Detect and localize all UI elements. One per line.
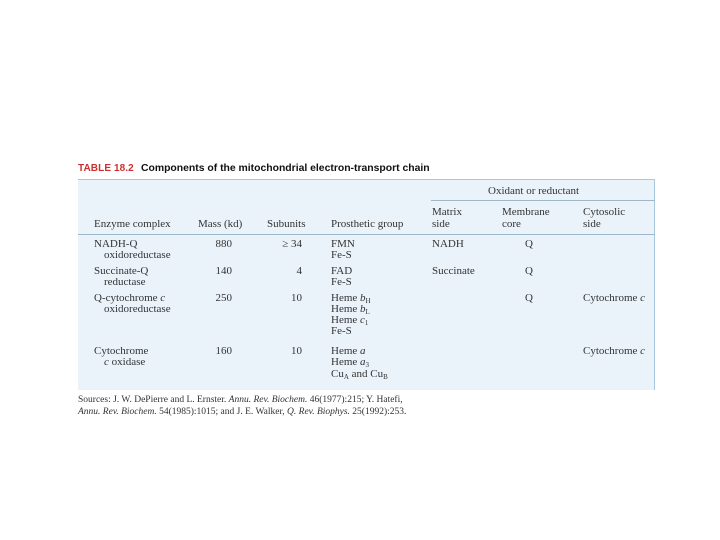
row2-matrix: Succinate [432, 265, 475, 277]
col-header-membrane-1: Membrane [502, 206, 550, 218]
row3-mass: 250 [215, 292, 232, 304]
table-label: TABLE 18.2 [78, 163, 134, 174]
group-header-oxidant-reductant: Oxidant or reductant [488, 185, 580, 197]
row2-mass: 140 [215, 265, 232, 277]
col-header-subunits: Subunits [267, 218, 306, 230]
row3-prosthetic-1: Heme $b_H$ [331, 292, 371, 305]
row1-matrix: NADH [432, 238, 464, 250]
row2-enzyme-line2: reductase [104, 276, 146, 288]
row2-prosthetic-2: Fe-S [331, 276, 352, 288]
row1-prosthetic-1: FMN [331, 238, 355, 250]
row3-enzyme-line1: Q-cytochrome c [94, 292, 166, 304]
row1-prosthetic-2: Fe-S [331, 249, 352, 261]
table-sources [78, 394, 678, 418]
row3-membrane: Q [525, 292, 533, 304]
header-rule [78, 234, 655, 235]
row1-membrane: Q [525, 238, 533, 250]
col-header-cytosolic-1: Cytosolic [583, 206, 626, 218]
row4-mass: 160 [215, 345, 232, 357]
col-header-enzyme-complex: Enzyme complex [94, 218, 171, 230]
row4-enzyme-line2: c oxidase [104, 356, 146, 368]
col-header-membrane-2: core [502, 218, 521, 230]
sources-line1: Sources: J. W. DePierre and L. Ernster. Annu. Rev. Biochem. 46(1977):215; Y. Hatefi, [78, 395, 403, 405]
row3-subunits: 10 [291, 292, 302, 304]
row4-prosthetic-3: $Cu_A$ and $Cu_B$ [331, 368, 388, 381]
row1-enzyme-line1: NADH-Q [94, 238, 138, 250]
row2-enzyme-line1: Succinate-Q [94, 265, 149, 277]
row1-mass: 880 [215, 238, 232, 250]
row1-subunits: ≥ 34 [282, 238, 302, 250]
row4-subunits: 10 [291, 345, 302, 357]
row3-cytosolic: Cytochrome c [583, 292, 646, 304]
row2-prosthetic-1: FAD [331, 265, 353, 277]
row1-enzyme-line2: oxidoreductase [104, 249, 171, 261]
row2-membrane: Q [525, 265, 533, 277]
row4-prosthetic-2: Heme $a_3$ [331, 356, 370, 369]
table-figure [78, 158, 655, 390]
row2-subunits: 4 [296, 265, 302, 277]
group-header-rule [431, 200, 655, 201]
table-panel [78, 180, 655, 390]
col-header-matrix-1: Matrix [432, 206, 462, 218]
col-header-matrix-2: side [432, 218, 450, 230]
col-header-cytosolic-2: side [583, 218, 601, 230]
row3-prosthetic-2: Heme $b_L$ [331, 303, 370, 316]
row3-prosthetic-4: Fe-S [331, 325, 352, 337]
col-header-prosthetic-group: Prosthetic group [331, 218, 404, 230]
row4-cytosolic: Cytochrome c [583, 345, 646, 357]
col-header-mass: Mass (kd) [198, 218, 243, 230]
row3-enzyme-line2: oxidoreductase [104, 303, 171, 315]
sources-line2: Annu. Rev. Biochem. 54(1985):1015; and J. E. Walker, Q. Rev. Biophys. 25(1992):253. [78, 407, 407, 417]
table-title: Components of the mitochondrial electron-transport chain [141, 163, 430, 174]
table-title-bar [78, 158, 655, 180]
row4-enzyme-line1: Cytochrome [94, 345, 149, 357]
row4-prosthetic-1: Heme a [331, 345, 366, 357]
row3-prosthetic-3: Heme $c_1$ [331, 314, 369, 327]
